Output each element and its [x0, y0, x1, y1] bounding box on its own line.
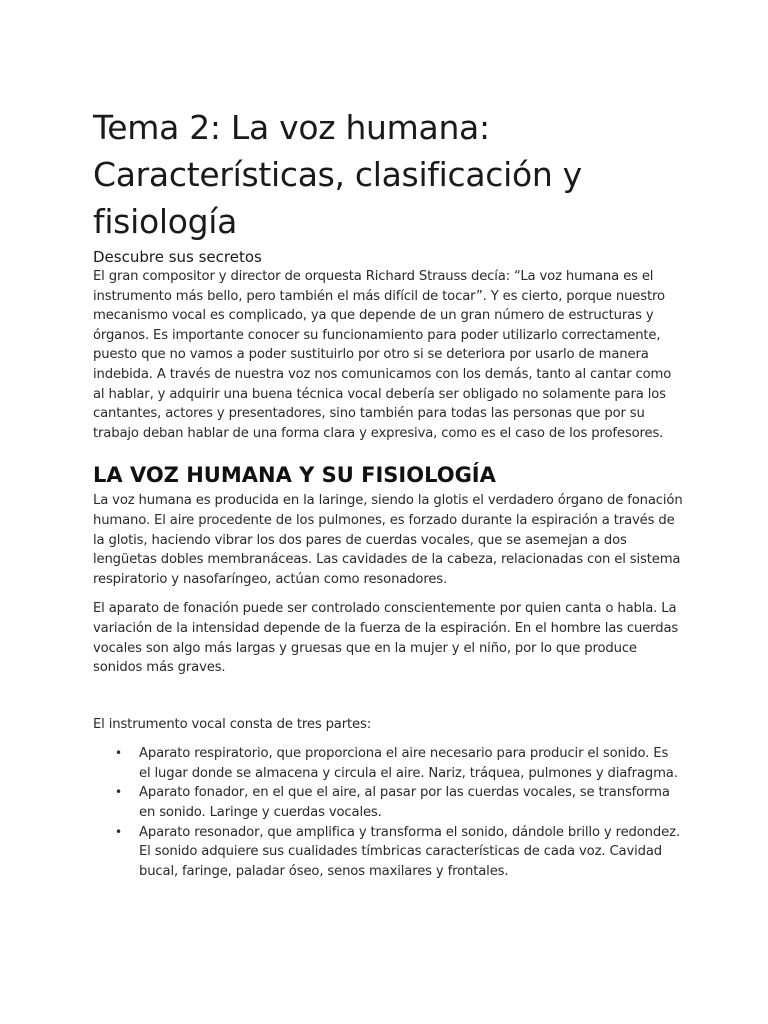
bullet-icon: • — [115, 785, 122, 800]
list-item — [93, 783, 683, 822]
list-item — [93, 744, 683, 783]
document-page — [93, 104, 683, 881]
document-subtitle: Descubre sus secretos — [93, 248, 262, 266]
list-item-text: Aparato fonador, en el que el aire, al pasar por las cuerdas vocales, se transforma en sonido. Laringe y cuerdas vocales. — [139, 785, 670, 821]
physiology-paragraph-2: El aparato de fonación puede ser controlado conscientemente por quien canta o habla. La variación de la intensidad depende de la fuerza de la espiración. En el hombre las cuerdas vocales son algo más largas y gruesas que en la mujer y el niño, por lo que produce sonidos más graves. — [93, 601, 679, 676]
section-heading: LA VOZ HUMANA Y SU FISIOLOGÍA — [93, 463, 496, 488]
vocal-parts-list — [93, 744, 683, 881]
bullet-icon: • — [115, 746, 122, 761]
list-item-text: Aparato respiratorio, que proporciona el aire necesario para producir el sonido. Es el lugar donde se almacena y circula el aire. Nariz, tráquea, pulmones y diafragma. — [139, 746, 678, 781]
intro-paragraph: El gran compositor y director de orquesta Richard Strauss decía: “La voz humana es el instrumento más bello, pero también el más difícil de tocar”. Y es cierto, porque nuestro mecanismo vocal es complicado, ya que depende de un gran número de estructuras y órganos. Es importante conocer su funcionamiento para poder utilizarlo correctamente, puesto que no vamos a poder sustituirlo por otro si se deteriora por usarlo de manera indebida. A través de nuestra voz nos comunicamos con los demás, tanto al cantar como al hablar, y adquirir una buena técnica vocal debería ser obligado no solamente para los cantantes, actores y presentadores, sino también para todas las personas que por su trabajo deban hablar de una forma clara y expresiva, como es el caso de los profesores. — [93, 269, 672, 441]
bullet-icon: • — [115, 824, 122, 839]
list-item-text: Aparato resonador, que amplifica y transforma el sonido, dándole brillo y redondez. El sonido adquiere sus cualidades tímbricas características de cada voz. Cavidad bucal, faringe, paladar óseo, senos maxilares y frontales. — [139, 824, 680, 879]
list-item — [93, 823, 683, 882]
physiology-paragraph-1: La voz humana es producida en la laringe, siendo la glotis el verdadero órgano de fonación humano. El aire procedente de los pulmones, es forzado durante la espiración a través de la glotis, haciendo vibrar los dos pares de cuerdas vocales, que se asemejan a dos lengüetas dobles membranáceas. Las cavidades de la cabeza, relacionadas con el sistema respiratorio y nasofaríngeo, actúan como resonadores. — [93, 493, 683, 587]
document-title: Tema 2: La voz humana: Características, clasificación y fisiología — [93, 108, 582, 241]
instrument-intro-paragraph: El instrumento vocal consta de tres partes: — [93, 716, 372, 732]
